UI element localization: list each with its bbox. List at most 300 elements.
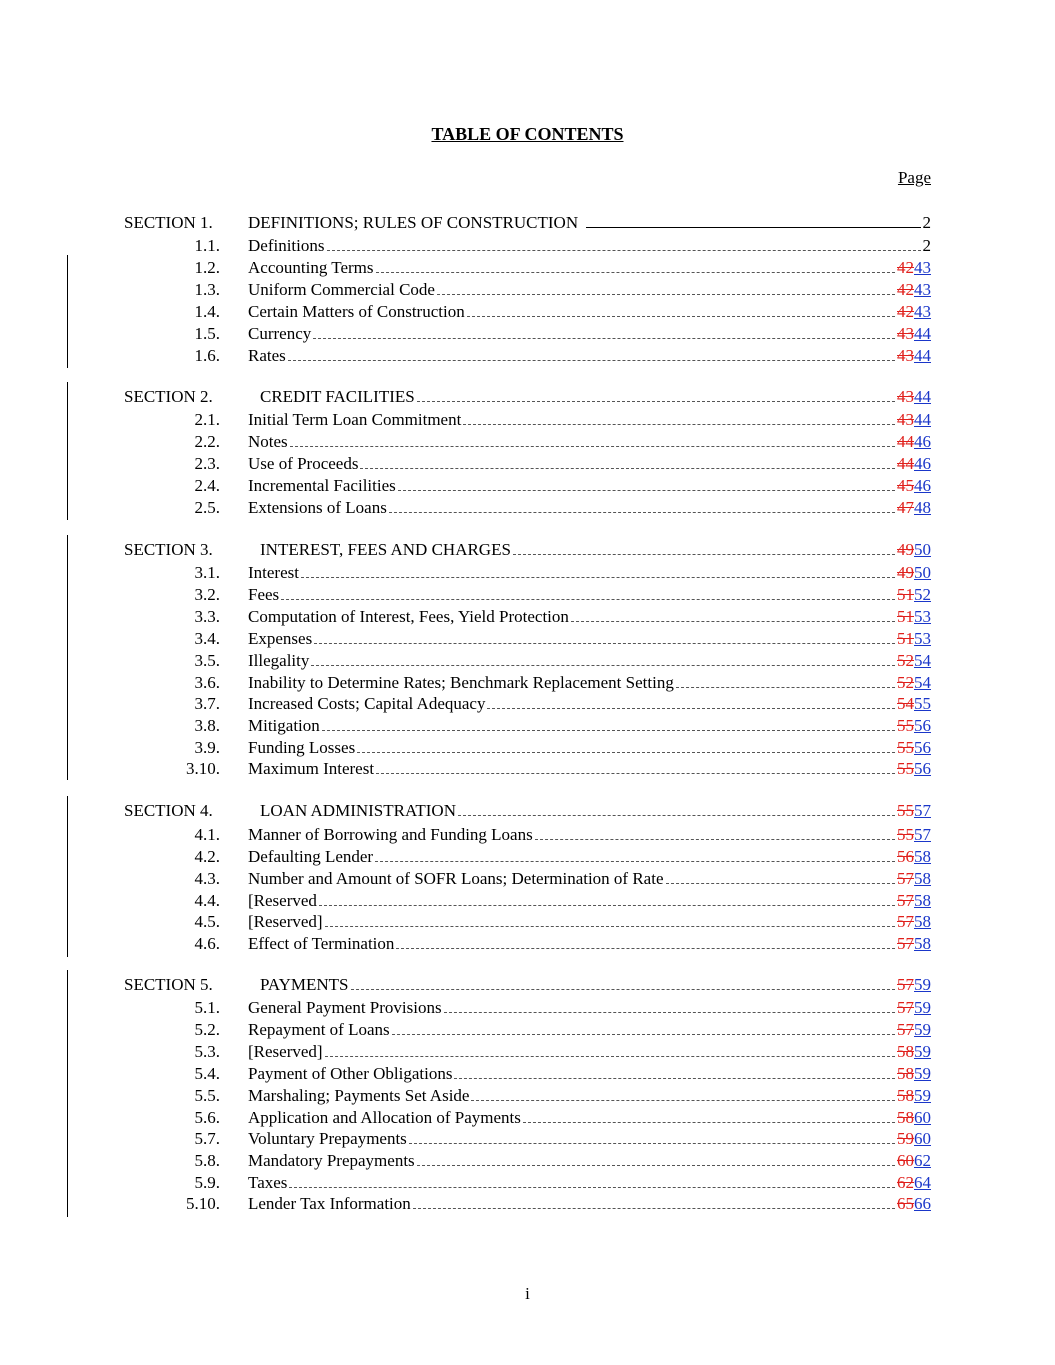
dot-leader — [289, 1172, 895, 1188]
inserted-page-number: 59 — [914, 998, 931, 1017]
dot-leader — [571, 606, 895, 622]
toc-title-wrap — [248, 323, 931, 345]
deleted-page-number: 57 — [897, 934, 914, 953]
page-number: i — [525, 1284, 530, 1303]
toc-page-number — [897, 974, 931, 996]
toc-page-number — [897, 800, 931, 822]
toc-page-number — [897, 824, 931, 846]
deleted-page-number: 57 — [897, 912, 914, 931]
toc-entry-row[interactable] — [0, 737, 1055, 759]
toc-entry-row[interactable] — [0, 1041, 1055, 1063]
toc-entry-title: Mitigation — [248, 716, 320, 735]
deleted-page-number: 58 — [897, 1042, 914, 1061]
toc-entry-row[interactable] — [0, 890, 1055, 912]
toc-number: 3.10. — [186, 759, 220, 778]
toc-number: 2.2. — [194, 432, 220, 451]
toc-page-number — [897, 715, 931, 737]
deleted-page-number: 52 — [897, 651, 914, 670]
toc-entry-title: [Reserved — [248, 891, 317, 910]
toc-page-number — [897, 997, 931, 1019]
toc-number: 4.6. — [194, 934, 220, 953]
toc-number: 4.5. — [194, 912, 220, 931]
toc-entry-row[interactable] — [0, 824, 1055, 846]
deleted-page-number: 51 — [897, 585, 914, 604]
deleted-page-number: 43 — [897, 324, 914, 343]
toc-page-number — [897, 1107, 931, 1129]
toc-entry-row[interactable] — [0, 1019, 1055, 1041]
toc-entry-title: Marshaling; Payments Set Aside — [248, 1086, 470, 1105]
toc-page-number — [897, 1085, 931, 1107]
toc-entry-row[interactable] — [0, 584, 1055, 606]
toc-page-number — [897, 737, 931, 759]
inserted-page-number: 57 — [914, 825, 931, 844]
toc-entry-title: Expenses — [248, 629, 313, 648]
dot-leader — [376, 257, 896, 273]
toc-title-wrap — [248, 758, 931, 780]
toc-entry-title: [Reserved] — [248, 1042, 323, 1061]
toc-page-number — [897, 1193, 931, 1215]
toc-entry-row[interactable] — [0, 562, 1055, 584]
toc-title-wrap — [248, 1150, 931, 1172]
toc-entry-title: Application and Allocation of Payments — [248, 1108, 521, 1127]
toc-section-row[interactable] — [0, 386, 1055, 408]
toc-entry-row[interactable] — [0, 301, 1055, 323]
toc-entry-title: Use of Proceeds — [248, 454, 359, 473]
toc-entry-row[interactable] — [0, 453, 1055, 475]
inserted-page-number: 43 — [914, 280, 931, 299]
toc-entry-title: Mandatory Prepayments — [248, 1151, 415, 1170]
toc-entry-title: Voluntary Prepayments — [248, 1129, 407, 1148]
toc-title-wrap — [248, 212, 931, 234]
dot-leader — [396, 933, 895, 949]
deleted-page-number: 43 — [897, 387, 914, 406]
toc-title-wrap — [248, 257, 931, 279]
deleted-page-number: 44 — [897, 454, 914, 473]
toc-title-wrap — [248, 1085, 931, 1107]
toc-title-wrap — [248, 1172, 931, 1194]
toc-title-wrap — [248, 475, 931, 497]
toc-number: 5.6. — [194, 1108, 220, 1127]
toc-entry-row[interactable] — [0, 933, 1055, 955]
dot-leader — [454, 1063, 895, 1079]
toc-entry-row[interactable] — [0, 345, 1055, 367]
toc-entry-title: Illegality — [248, 651, 310, 670]
toc-entry-title: Computation of Interest, Fees, Yield Protection — [248, 607, 569, 626]
toc-page-number — [897, 279, 931, 301]
toc-title-wrap — [260, 386, 931, 408]
dot-leader — [281, 584, 895, 600]
toc-number: 1.6. — [194, 346, 220, 365]
toc-section-row[interactable] — [0, 212, 1055, 234]
toc-entry-title: INTEREST, FEES AND CHARGES — [260, 540, 511, 559]
toc-entry-row[interactable] — [0, 628, 1055, 650]
toc-entry-title: PAYMENTS — [260, 975, 349, 994]
toc-number: 5.1. — [194, 998, 220, 1017]
toc-entry-title: Uniform Commercial Code — [248, 280, 435, 299]
toc-number: 5.5. — [194, 1086, 220, 1105]
inserted-page-number: 48 — [914, 498, 931, 517]
toc-entry-title: Repayment of Loans — [248, 1020, 390, 1039]
inserted-page-number: 44 — [914, 387, 931, 406]
toc-entry-title: Extensions of Loans — [248, 498, 387, 517]
deleted-page-number: 49 — [897, 540, 914, 559]
toc-entry-row[interactable] — [0, 715, 1055, 737]
dot-leader — [376, 758, 895, 774]
toc-page-number — [897, 693, 931, 715]
toc-title-wrap — [248, 1107, 931, 1129]
deleted-page-number: 57 — [897, 998, 914, 1017]
toc-entry-row[interactable] — [0, 1063, 1055, 1085]
toc-page-number — [897, 1172, 931, 1194]
toc-title-wrap — [260, 800, 931, 822]
inserted-page-number: 54 — [914, 651, 931, 670]
toc-title-wrap — [248, 693, 931, 715]
toc-page-number — [897, 539, 931, 561]
dot-leader — [467, 301, 895, 317]
inserted-page-number: 43 — [914, 302, 931, 321]
toc-entry-row[interactable] — [0, 1107, 1055, 1129]
toc-entry-row[interactable] — [0, 606, 1055, 628]
toc-entry-row[interactable] — [0, 672, 1055, 694]
toc-entry-title: Incremental Facilities — [248, 476, 396, 495]
revision-bar — [67, 970, 68, 1217]
dot-leader — [471, 1085, 895, 1101]
toc-entry-title: Definitions — [248, 236, 325, 255]
toc-number: 1.5. — [194, 324, 220, 343]
toc-entry-row[interactable] — [0, 911, 1055, 933]
toc-entry-row[interactable] — [0, 279, 1055, 301]
toc-page-number — [897, 846, 931, 868]
toc-entry-row[interactable] — [0, 235, 1055, 257]
dot-leader — [314, 628, 895, 644]
toc-entry-title: Maximum Interest — [248, 759, 375, 778]
toc-entry-row[interactable] — [0, 1150, 1055, 1172]
toc-title-wrap — [248, 933, 931, 955]
deleted-page-number: 52 — [897, 673, 914, 692]
toc-number: 5.7. — [194, 1129, 220, 1148]
toc-title-wrap — [248, 846, 931, 868]
toc-number: 2.5. — [194, 498, 220, 517]
toc-number: 3.6. — [194, 673, 220, 692]
toc-title-wrap — [248, 453, 931, 475]
toc-entry-title: DEFINITIONS; RULES OF CONSTRUCTION — [248, 213, 579, 232]
inserted-page-number: 59 — [914, 1042, 931, 1061]
toc-page-number — [897, 868, 931, 890]
toc-title-wrap — [248, 1193, 931, 1215]
toc-number: 2.1. — [194, 410, 220, 429]
dot-leader — [398, 475, 895, 491]
toc-title-wrap — [248, 235, 931, 257]
toc-page-number — [897, 345, 931, 367]
toc-entry-title: Lender Tax Information — [248, 1194, 411, 1213]
toc-number: 5.4. — [194, 1064, 220, 1083]
toc-entry-title: Rates — [248, 346, 286, 365]
toc-entry-row[interactable] — [0, 650, 1055, 672]
deleted-page-number: 55 — [897, 738, 914, 757]
toc-number: 1.2. — [194, 258, 220, 277]
inserted-page-number: 44 — [914, 324, 931, 343]
toc-page-number — [897, 301, 931, 323]
toc-number: 3.4. — [194, 629, 220, 648]
toc-entry-row[interactable] — [0, 1128, 1055, 1150]
inserted-page-number: 60 — [914, 1129, 931, 1148]
dot-leader — [325, 911, 895, 927]
toc-entry-title: CREDIT FACILITIES — [260, 387, 415, 406]
deleted-page-number: 57 — [897, 869, 914, 888]
dot-leader — [444, 997, 895, 1013]
deleted-page-number: 65 — [897, 1194, 914, 1213]
toc-entry-row[interactable] — [0, 868, 1055, 890]
inserted-page-number: 62 — [914, 1151, 931, 1170]
toc-number: 5.8. — [194, 1151, 220, 1170]
toc-entry-title: LOAN ADMINISTRATION — [260, 801, 456, 820]
toc-entry-title: Fees — [248, 585, 280, 604]
deleted-page-number: 43 — [897, 410, 914, 429]
deleted-page-number: 55 — [897, 801, 914, 820]
dot-leader — [301, 562, 895, 578]
dot-leader — [389, 497, 895, 513]
dot-leader — [392, 1019, 895, 1035]
toc-entry-title: Taxes — [248, 1173, 288, 1192]
toc-entry-title: Notes — [248, 432, 288, 451]
toc-page-number — [897, 911, 931, 933]
dot-leader — [409, 1128, 895, 1144]
toc-number: SECTION 3. — [124, 540, 213, 559]
toc-number: 3.2. — [194, 585, 220, 604]
deleted-page-number: 43 — [897, 346, 914, 365]
inserted-page-number: 58 — [914, 869, 931, 888]
inserted-page-number: 64 — [914, 1173, 931, 1192]
inserted-page-number: 43 — [914, 258, 931, 277]
toc-entry-row[interactable] — [0, 257, 1055, 279]
toc-page-number — [897, 672, 931, 694]
revision-bar — [67, 255, 68, 368]
deleted-page-number: 58 — [897, 1086, 914, 1105]
toc-number: 5.9. — [194, 1173, 220, 1192]
toc-title-wrap — [248, 562, 931, 584]
inserted-page-number: 50 — [914, 540, 931, 559]
inserted-page-number: 56 — [914, 716, 931, 735]
toc-number: 5.10. — [186, 1194, 220, 1213]
toc-entry-title: [Reserved] — [248, 912, 323, 931]
deleted-page-number: 57 — [897, 1020, 914, 1039]
inserted-page-number: 58 — [914, 934, 931, 953]
inserted-page-number: 46 — [914, 476, 931, 495]
deleted-page-number: 59 — [897, 1129, 914, 1148]
toc-title-wrap — [248, 824, 931, 846]
toc-page-number: 2 — [922, 213, 931, 232]
revision-bar — [67, 535, 68, 780]
toc-title-wrap — [248, 1019, 931, 1041]
toc-title: TABLE OF CONTENTS — [431, 124, 624, 144]
deleted-page-number: 56 — [897, 847, 914, 866]
toc-number: 1.4. — [194, 302, 220, 321]
inserted-page-number: 66 — [914, 1194, 931, 1213]
inserted-page-number: 59 — [914, 975, 931, 994]
toc-title-wrap — [248, 1041, 931, 1063]
toc-number: SECTION 2. — [124, 387, 213, 406]
toc-entry-title: Increased Costs; Capital Adequacy — [248, 694, 486, 713]
toc-number: 3.7. — [194, 694, 220, 713]
toc-title-wrap — [248, 606, 931, 628]
toc-page-number — [897, 453, 931, 475]
toc-entry-row[interactable] — [0, 693, 1055, 715]
toc-entry-row[interactable] — [0, 431, 1055, 453]
dot-leader — [535, 824, 895, 840]
toc-title-wrap — [248, 890, 931, 912]
toc-entry-title: Manner of Borrowing and Funding Loans — [248, 825, 533, 844]
toc-number: SECTION 1. — [124, 213, 213, 232]
toc-title-wrap — [248, 868, 931, 890]
toc-title-wrap — [248, 628, 931, 650]
dot-leader — [327, 235, 921, 251]
toc-page-number — [897, 257, 931, 279]
toc-title-wrap — [248, 715, 931, 737]
inserted-page-number: 58 — [914, 847, 931, 866]
toc-page-number — [897, 409, 931, 431]
toc-entry-title: Interest — [248, 563, 299, 582]
toc-number: 1.3. — [194, 280, 220, 299]
dot-leader — [413, 1193, 895, 1209]
toc-page-number — [897, 1128, 931, 1150]
dot-leader — [311, 650, 895, 666]
toc-entry-row[interactable] — [0, 997, 1055, 1019]
deleted-page-number: 42 — [897, 258, 914, 277]
toc-page-number — [897, 606, 931, 628]
dot-leader — [322, 715, 895, 731]
inserted-page-number: 52 — [914, 585, 931, 604]
toc-number: 1.1. — [194, 236, 220, 255]
deleted-page-number: 62 — [897, 1173, 914, 1192]
toc-number: SECTION 4. — [124, 801, 213, 820]
dot-leader — [319, 890, 895, 906]
toc-entry-row[interactable] — [0, 323, 1055, 345]
toc-entry-row[interactable] — [0, 1193, 1055, 1215]
inserted-page-number: 59 — [914, 1086, 931, 1105]
dot-leader — [357, 737, 895, 753]
deleted-page-number: 55 — [897, 825, 914, 844]
toc-page-number — [897, 650, 931, 672]
inserted-page-number: 60 — [914, 1108, 931, 1127]
toc-number: 2.4. — [194, 476, 220, 495]
toc-section-row[interactable] — [0, 974, 1055, 996]
dot-leader — [437, 279, 895, 295]
toc-title-wrap — [248, 345, 931, 367]
toc-entry-row[interactable] — [0, 497, 1055, 519]
toc-number: 3.1. — [194, 563, 220, 582]
toc-number: 4.4. — [194, 891, 220, 910]
toc-title-wrap — [248, 911, 931, 933]
deleted-page-number: 57 — [897, 891, 914, 910]
toc-entry-row[interactable] — [0, 1085, 1055, 1107]
toc-title-wrap — [248, 279, 931, 301]
deleted-page-number: 51 — [897, 629, 914, 648]
toc-entry-row[interactable] — [0, 475, 1055, 497]
inserted-page-number: 46 — [914, 454, 931, 473]
toc-section-row[interactable] — [0, 539, 1055, 561]
toc-page-number: 2 — [922, 236, 931, 255]
toc-page-number — [897, 1063, 931, 1085]
toc-section-row[interactable] — [0, 800, 1055, 822]
toc-entry-title: Inability to Determine Rates; Benchmark Replacement Setting — [248, 673, 674, 692]
toc-page-number — [897, 758, 931, 780]
toc-entry-row[interactable] — [0, 1172, 1055, 1194]
dot-leader — [290, 431, 895, 447]
inserted-page-number: 55 — [914, 694, 931, 713]
toc-number: 3.3. — [194, 607, 220, 626]
toc-entry-title: Defaulting Lender — [248, 847, 374, 866]
deleted-page-number: 58 — [897, 1108, 914, 1127]
toc-entry-title: Effect of Termination — [248, 934, 395, 953]
deleted-page-number: 55 — [897, 759, 914, 778]
inserted-page-number: 44 — [914, 346, 931, 365]
toc-title-wrap — [248, 1063, 931, 1085]
toc-page-number — [897, 431, 931, 453]
deleted-page-number: 57 — [897, 975, 914, 994]
toc-entry-title: Funding Losses — [248, 738, 356, 757]
toc-page-number — [897, 1150, 931, 1172]
dot-leader — [313, 323, 895, 339]
toc-entry-row[interactable] — [0, 409, 1055, 431]
inserted-page-number: 59 — [914, 1064, 931, 1083]
dot-leader — [288, 345, 895, 361]
toc-page-number — [897, 1019, 931, 1041]
toc-title-wrap — [248, 431, 931, 453]
toc-entry-title: Currency — [248, 324, 312, 343]
toc-title-wrap — [260, 974, 931, 996]
toc-title-wrap — [248, 1128, 931, 1150]
toc-entry-row[interactable] — [0, 758, 1055, 780]
dot-leader — [586, 212, 920, 228]
toc-number: 4.1. — [194, 825, 220, 844]
inserted-page-number: 46 — [914, 432, 931, 451]
toc-title-wrap — [248, 737, 931, 759]
toc-number: 2.3. — [194, 454, 220, 473]
inserted-page-number: 58 — [914, 891, 931, 910]
dot-leader — [417, 386, 895, 402]
toc-title-wrap — [248, 672, 931, 694]
toc-number: 3.5. — [194, 651, 220, 670]
toc-entry-title: Initial Term Loan Commitment — [248, 410, 462, 429]
deleted-page-number: 60 — [897, 1151, 914, 1170]
toc-page-number — [897, 562, 931, 584]
revision-bar — [67, 796, 68, 957]
toc-page-number — [897, 628, 931, 650]
toc-title-wrap — [248, 584, 931, 606]
toc-page-number — [897, 933, 931, 955]
inserted-page-number: 56 — [914, 738, 931, 757]
toc-page-number — [897, 475, 931, 497]
dot-leader — [463, 409, 895, 425]
toc-number: 5.3. — [194, 1042, 220, 1061]
toc-entry-row[interactable] — [0, 846, 1055, 868]
dot-leader — [360, 453, 895, 469]
toc-page-number — [897, 497, 931, 519]
toc-page-number — [897, 584, 931, 606]
dot-leader — [325, 1041, 895, 1057]
deleted-page-number: 42 — [897, 280, 914, 299]
toc-number: 4.3. — [194, 869, 220, 888]
toc-page-number — [897, 323, 931, 345]
inserted-page-number: 53 — [914, 607, 931, 626]
dot-leader — [487, 693, 895, 709]
dot-leader — [513, 539, 895, 555]
toc-title-wrap — [248, 301, 931, 323]
inserted-page-number: 44 — [914, 410, 931, 429]
inserted-page-number: 53 — [914, 629, 931, 648]
dot-leader — [676, 672, 895, 688]
toc-number: 3.9. — [194, 738, 220, 757]
